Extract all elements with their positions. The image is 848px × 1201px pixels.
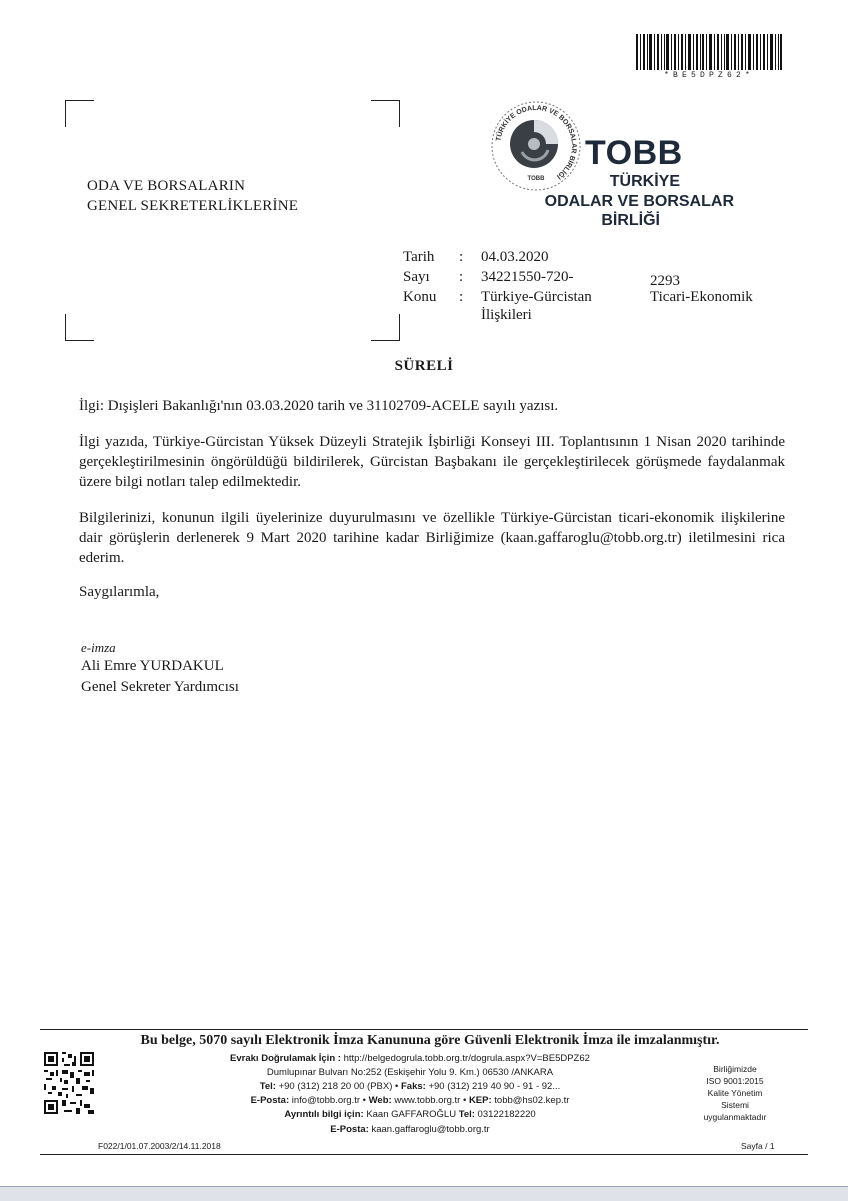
subject-colon: : [459,289,464,305]
bullet-separator: • [462,1095,467,1106]
signer-block [81,656,239,698]
fax-value: +90 (312) 219 40 90 - 91 - 92... [428,1081,561,1092]
detail-tel-label: Tel: [458,1109,475,1120]
iso-line: Birliğimizde [713,1064,757,1074]
detail-tel-value: 03122182220 [477,1109,536,1120]
bullet-separator: • [362,1095,366,1106]
logo-line-1: TÜRKİYE [609,173,680,190]
logo-line-2: ODALAR VE BORSALAR [544,193,734,210]
body-paragraph-2: Bilgilerinizi, konunun ilgili üyelerinize duyurulmasını ve özellikle Türkiye-Gürcistan ticari-ekonomik ilişkilerine dair görüşlerin derlenerek 9 Mart 2020 tarihine kadar Birliğimize (kaan.gaffaroglu@tobb.org.tr) iletilmesini rica ederim. [79,510,785,566]
footer-address: Dumlupınar Bulvarı No:252 (Eskişehir Yolu 9. Km.) 06530 /ANKARA [266,1067,554,1078]
qr-code [44,1052,94,1114]
number-suffix: 2293 [650,273,680,289]
seal-ring-text: TÜRKİYE ODALAR VE BORSALAR BİRLİĞİ [495,104,578,180]
iso-line: Kalite Yönetim [707,1088,763,1098]
footer-web-line [150,1093,670,1108]
iso-line: uygulanmaktadır [703,1112,767,1122]
number-label: Sayı [403,269,430,285]
subject-label: Konu [403,289,437,305]
scan-edge-band [0,1186,848,1201]
detail-value: Kaan GAFFAROĞLU [366,1109,457,1120]
email-link[interactable]: info@tobb.org.tr [291,1095,361,1106]
barcode [636,34,782,70]
page-number: Sayfa / 1 [741,1141,775,1151]
signer-name: Ali Emre YURDAKUL [81,658,224,674]
addressee-line-2: GENEL SEKRETERLİKLERİNE [87,198,299,214]
kep-link[interactable]: tobb@hs02.kep.tr [494,1095,570,1106]
detail-label: Ayrıntılı bilgi için: [284,1109,364,1120]
subject-value-2: İlişkileri [481,307,532,323]
body-paragraph-1: İlgi yazıda, Türkiye-Gürcistan Yüksek Düzeyli Stratejik İşbirliği Konseyi III. Toplantısının 1 Nisan 2020 tarihinde gerçekleştirilmesinin öngörüldüğü bildirilerek, Gürcistan Başbakanı ile gerçekleştirilecek görüşmede faydalanmak üzere bilgi notları talep edilmektedir. [79,434,785,490]
bullet-separator: • [395,1081,399,1092]
email-label: E-Posta: [250,1095,290,1106]
iso-line: ISO 9001:2015 [706,1076,764,1086]
web-label: Web: [368,1095,392,1106]
seal-small-text: TOBB [527,176,545,182]
address-window-corner [65,100,94,127]
closing: Saygılarımla, [79,584,160,600]
footer-bottom-divider [40,1154,808,1155]
verify-link[interactable]: http://belgedogrula.tobb.org.tr/dogrula.aspx?V=BE5DPZ62 [343,1053,590,1064]
date-value: 04.03.2020 [481,249,549,265]
address-window-corner [371,100,400,127]
number-value: 34221550-720- [481,269,574,285]
address-window-corner [371,314,400,341]
urgency-heading: SÜRELİ [394,358,454,374]
logo-wordmark: TOBB [585,134,683,172]
footer-phone-line [150,1079,670,1094]
e-signature-mark: e-imza [81,640,116,655]
web-link[interactable]: www.tobb.org.tr [394,1095,461,1106]
footer-divider [40,1029,808,1030]
date-label: Tarih [403,249,435,265]
fax-label: Faks: [401,1081,426,1092]
verify-label: Evrakı Doğrulamak İçin : [230,1053,341,1064]
address-window-corner [65,314,94,341]
footer-contact-line [150,1107,670,1122]
contact-email-label: E-Posta: [330,1124,369,1135]
iso-notice [690,1063,780,1123]
kep-label: KEP: [468,1095,492,1106]
number-colon: : [459,269,464,285]
addressee-line-1: ODA VE BORSALARIN [87,178,246,194]
footer-contact-email-line [150,1122,670,1137]
date-colon: : [459,249,464,265]
reference-line: İlgi: Dışişleri Bakanlığı'nın 03.03.2020 tarih ve 31102709-ACELE sayılı yazısı. [79,398,559,414]
iso-line: Sistemi [721,1100,749,1110]
contact-email-link[interactable]: kaan.gaffaroglu@tobb.org.tr [371,1124,490,1135]
document-form-code: F022/1/01.07.2003/2/14.11.2018 [98,1141,221,1151]
barcode-text: *BE5DPZ62* [663,71,754,80]
signer-title: Genel Sekreter Yardımcısı [81,679,239,695]
subject-value-3: Ticari-Ekonomik [650,289,753,305]
tel-label: Tel: [259,1081,276,1092]
footer-esign-notice: Bu belge, 5070 sayılı Elektronik İmza Kanununa göre Güvenli Elektronik İmza ile imzalanmıştır. [140,1033,720,1048]
logo-line-3: BİRLİĞİ [601,212,660,229]
subject-value-1: Türkiye-Gürcistan [481,289,592,305]
tel-value: +90 (312) 218 20 00 (PBX) [278,1081,393,1092]
footer-verify-line [150,1051,670,1066]
